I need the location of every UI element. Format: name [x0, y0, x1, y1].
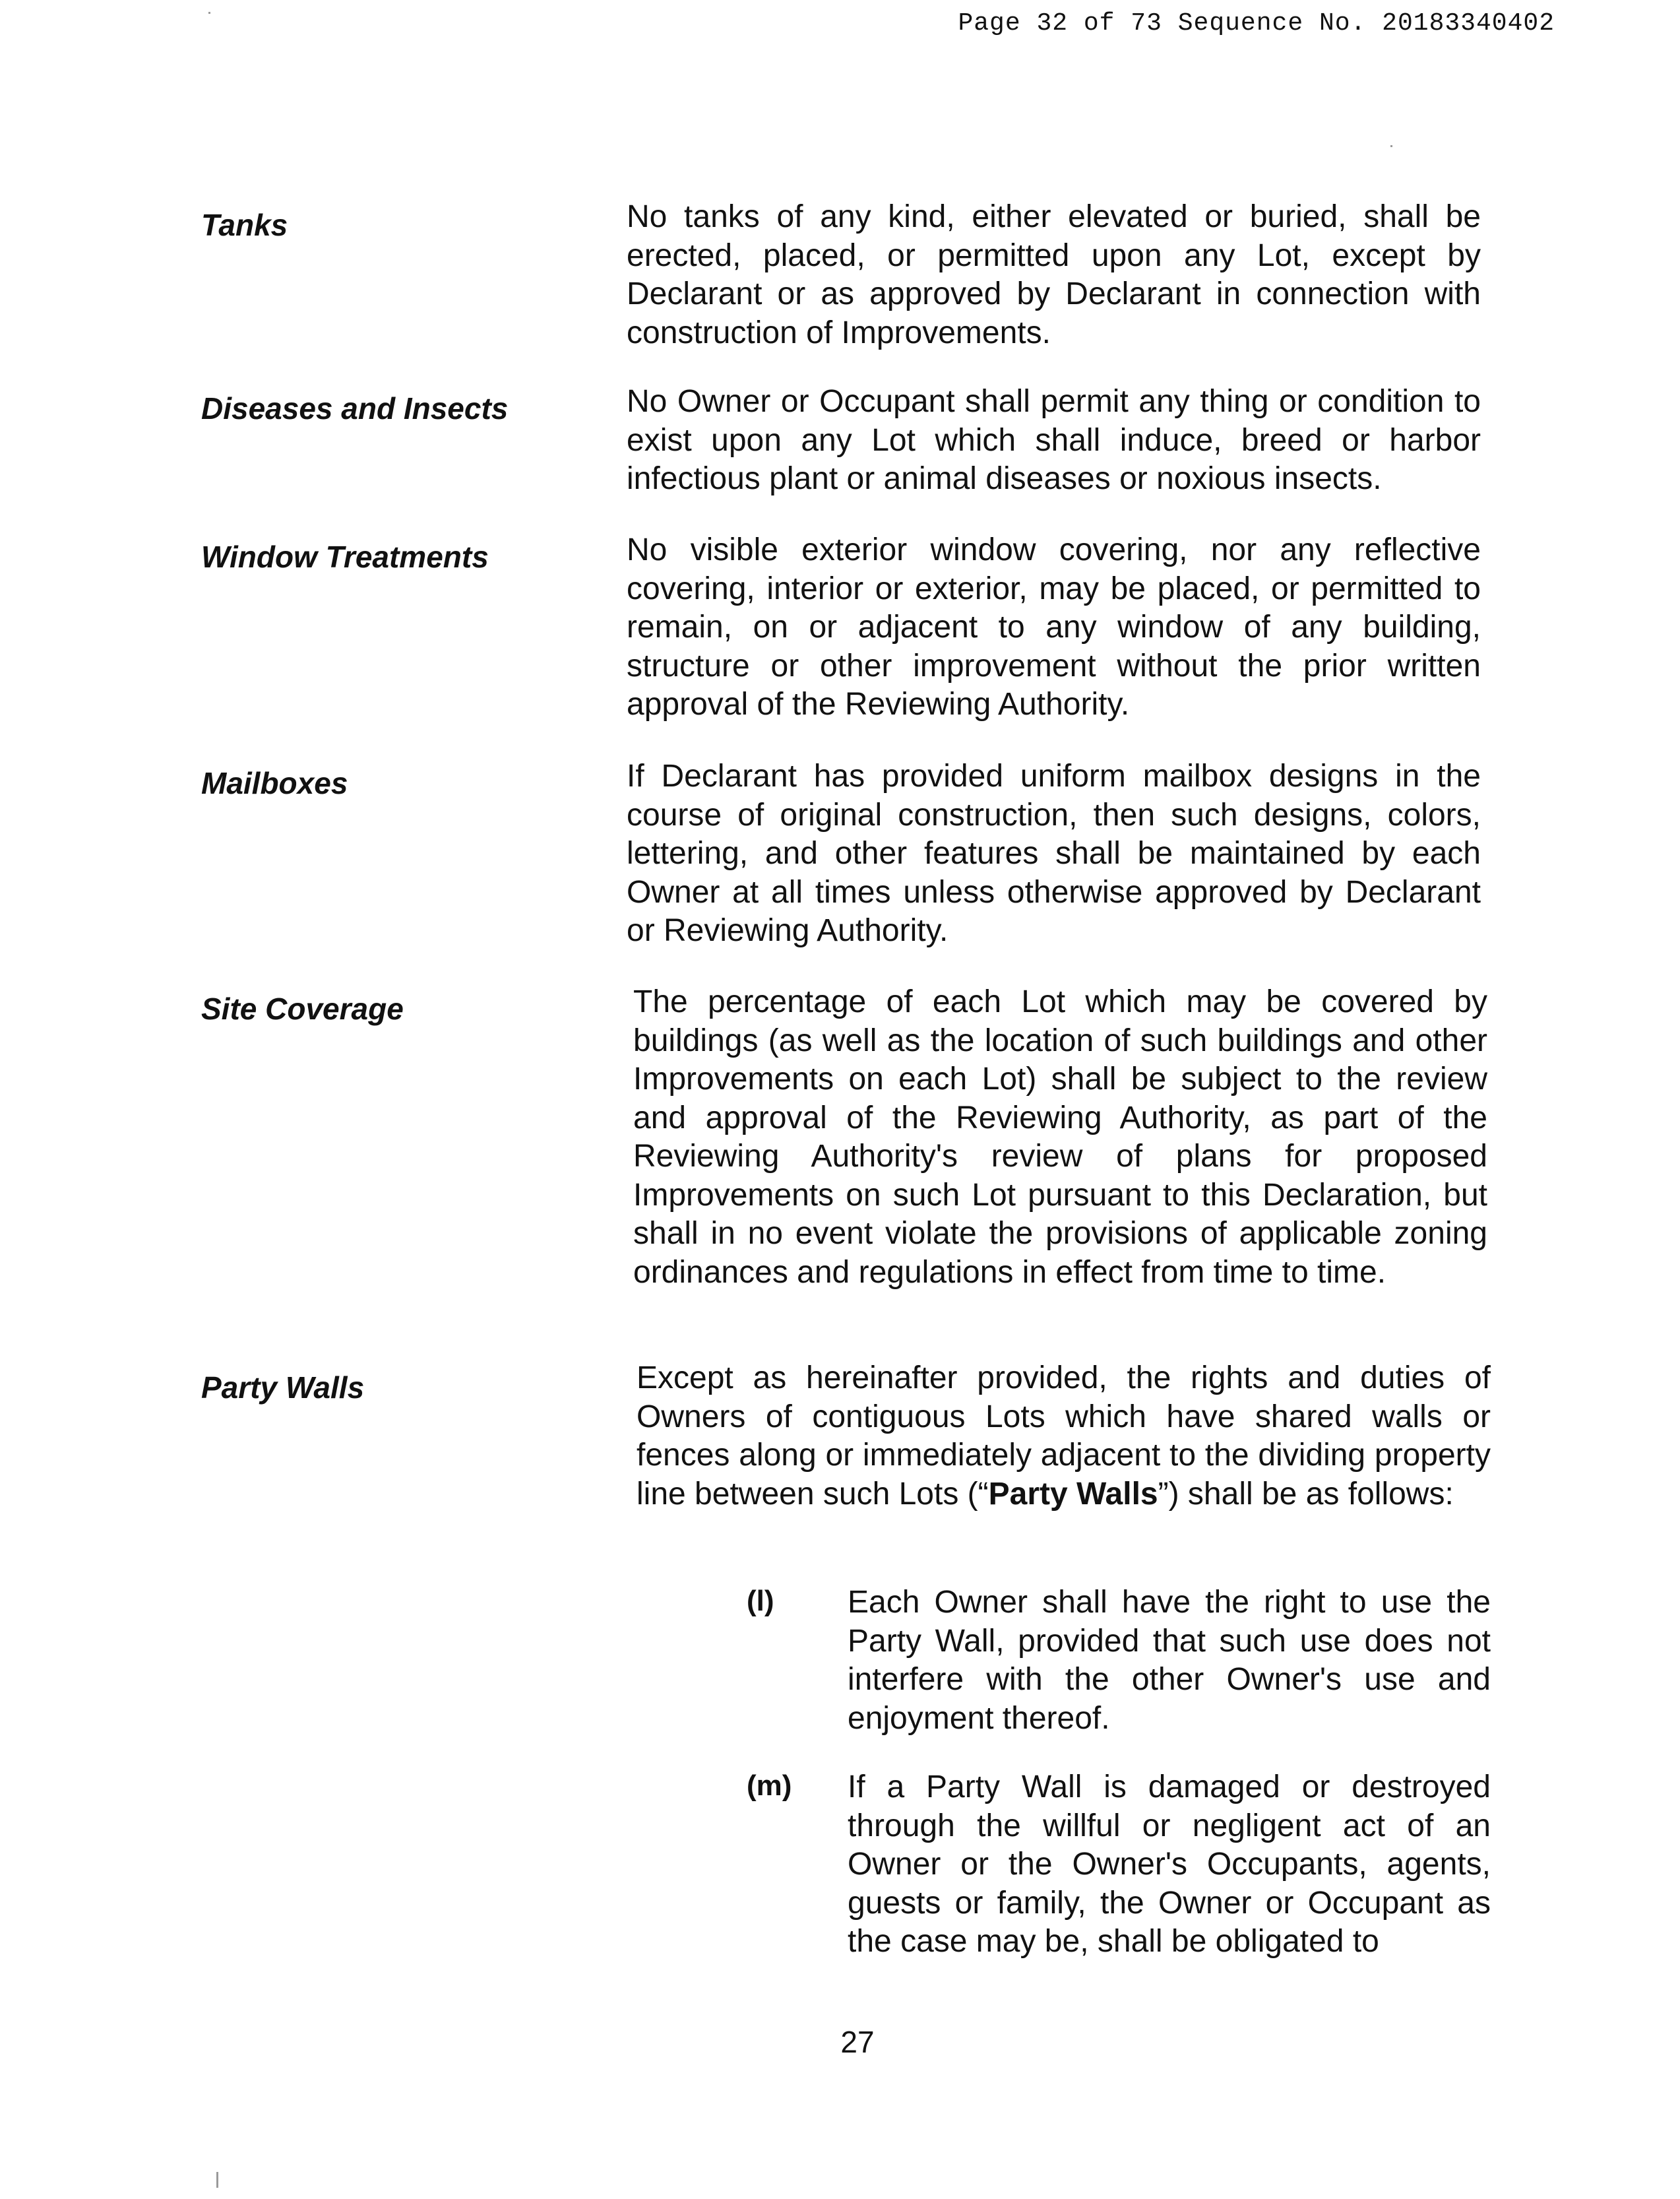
subitem-text: Each Owner shall have the right to use the Party Wall, provided that such use does not interfere with the other Owner's use and enjoyment thereof.	[848, 1585, 1491, 1736]
section-heading: Window Treatments	[201, 540, 489, 574]
party-walls-text-start: Except as hereinafter provided, the rights and duties of Owners of contiguous Lots which have shared walls or fences along or immediately adjacent to the dividing property line between such Lots (“	[637, 1360, 1491, 1512]
scan-mark	[216, 2172, 218, 2188]
page-sequence-header: Page 32 of 73 Sequence No. 20183340402	[958, 9, 1555, 38]
section-heading: Tanks	[201, 208, 288, 242]
subitem-text: If a Party Wall is damaged or destroyed through the willful or negligent act of an Owner or the Owner's Occupants, agents, guests or family, the Owner or Occupant as the case may be, shall be obligated to	[848, 1769, 1491, 1959]
party-walls-text-end: ”) shall be as follows:	[1158, 1476, 1454, 1512]
section-body: No Owner or Occupant shall permit any thing or condition to exist upon any Lot which shall induce, breed or harbor infectious plant or animal diseases or noxious insects.	[627, 384, 1481, 496]
section-heading: Site Coverage	[201, 992, 404, 1026]
subitem-letter: (m)	[747, 1769, 792, 1802]
section-body: No visible exterior window covering, nor any reflective covering, interior or exterior, may be placed, or permitted to remain, on or adjacent to any window of any building, structure or other improvement without the prior written approval of the Reviewing Authority.	[627, 532, 1481, 722]
party-walls-defined-term: Party Walls	[988, 1476, 1158, 1512]
section-body: No tanks of any kind, either elevated or buried, shall be erected, placed, or permitted upon any Lot, except by Declarant or as approved by Declarant in connection with construction of Improvements.	[627, 199, 1481, 350]
section-heading: Diseases and Insects	[201, 391, 509, 426]
subitem-letter: (l)	[747, 1585, 774, 1617]
section-body: If Declarant has provided uniform mailbox designs in the course of original construction, then such designs, colors, lettering, and other features shall be maintained by each Owner at all times unless otherwise approved by Declarant or Reviewing Authority.	[627, 759, 1481, 948]
page-number: 27	[840, 2025, 875, 2059]
section-body: The percentage of each Lot which may be covered by buildings (as well as the location of such buildings and other Improvements on each Lot) shall be subject to the review and approval of the Reviewing Authority, as part of the Reviewing Authority's review of plans for proposed Improvements on such Lot pursuant to this Declaration, but shall in no event violate the provisions of applicable zoning ordinances and regulations in effect from time to time.	[633, 984, 1487, 1290]
section-body	[637, 1359, 1491, 1514]
scan-speck	[208, 12, 210, 14]
section-heading: Mailboxes	[201, 766, 348, 800]
section-heading: Party Walls	[201, 1370, 365, 1405]
scan-speck	[1390, 145, 1392, 147]
